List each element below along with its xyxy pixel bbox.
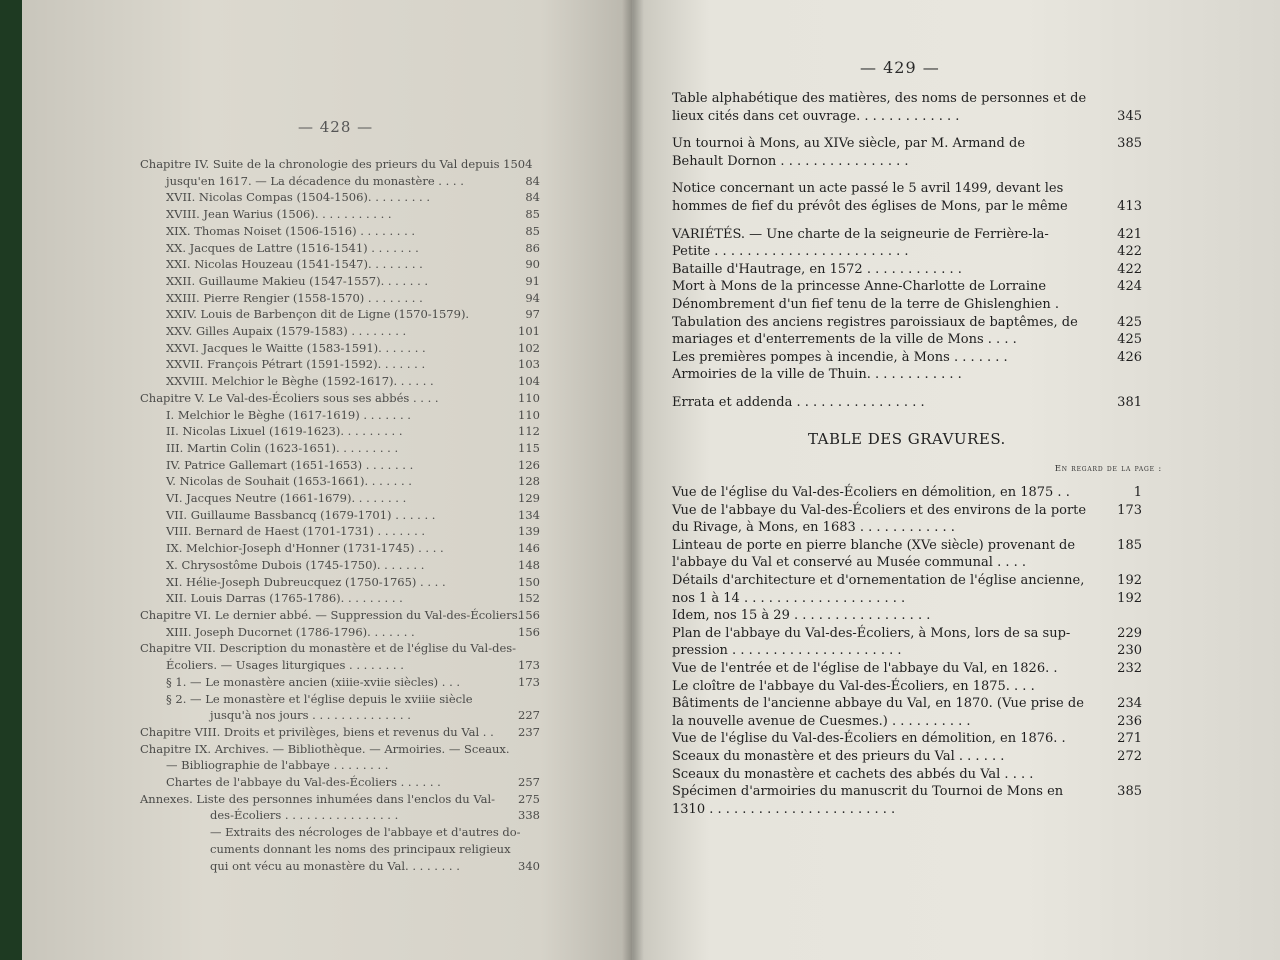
entry-title: XVII. Nicolas Compas (1504-1506). . . . . . . . . — [166, 190, 431, 205]
toc-entry — [140, 206, 540, 223]
entry-title: Chapitre VI. Le dernier abbé. — Suppression du Val-des-Écoliers. — [140, 607, 522, 622]
toc-entry — [140, 490, 540, 507]
toc-entry — [672, 198, 1142, 216]
entry-title: XXIII. Pierre Rengier (1558-1570) . . . . . . . . — [166, 290, 423, 305]
entry-title: XII. Louis Darras (1765-1786). . . . . . . . . — [166, 591, 403, 606]
entry-title: § 2. — Le monastère et l'église depuis le xviiie siècle — [166, 691, 473, 706]
book-gutter — [622, 0, 644, 960]
entry-page-number: 192 — [1117, 572, 1142, 588]
entry-page-number: 185 — [1117, 537, 1142, 553]
toc-entry — [672, 296, 1142, 314]
entry-page-number: 146 — [518, 541, 540, 556]
toc-entry — [140, 741, 540, 758]
entry-page-number: 422 — [1117, 261, 1142, 277]
entry-page-number: 115 — [518, 440, 540, 455]
entry-page-number: 156 — [518, 624, 540, 639]
entry-title: Vue de l'église du Val-des-Écoliers en démolition, en 1876. . — [672, 731, 1066, 747]
entry-title: VIII. Bernard de Haest (1701-1731) . . . . . . . — [166, 524, 426, 539]
entry-title: XX. Jacques de Lattre (1516-1541) . . . . . . . — [166, 240, 419, 255]
toc-entry — [140, 557, 540, 574]
entry-page-number: 413 — [1117, 198, 1142, 214]
table-of-plates — [672, 484, 1142, 818]
toc-entry — [672, 90, 1142, 108]
toc-entry — [140, 223, 540, 240]
toc-entry — [140, 774, 540, 791]
entry-title: Linteau de porte en pierre blanche (XVe siècle) provenant de — [672, 537, 1076, 553]
toc-entry — [672, 226, 1142, 244]
toc-entry — [672, 695, 1142, 713]
entry-title: pression . . . . . . . . . . . . . . . . . . . . . — [672, 643, 902, 659]
entry-page-number: 150 — [518, 574, 540, 589]
toc-entry — [140, 824, 540, 841]
entry-title: XXI. Nicolas Houzeau (1541-1547). . . . . . . . — [166, 257, 423, 272]
toc-entry — [140, 523, 540, 540]
entry-title: Chapitre IV. Suite de la chronologie des prieurs du Val depuis 1504 — [140, 157, 533, 171]
toc-entry — [140, 657, 540, 674]
entry-title: Armoiries de la ville de Thuin. . . . . . . . . . . . — [672, 367, 962, 383]
entry-title: XXV. Gilles Aupaix (1579-1583) . . . . . . . . — [166, 324, 407, 339]
entry-title: VARIÉTÉS. — Une charte de la seigneurie de Ferrière-la- — [672, 226, 1049, 242]
entry-title: IX. Melchior-Joseph d'Honner (1731-1745) . . . . — [166, 541, 444, 556]
toc-entry — [672, 243, 1142, 261]
entry-page-number: 340 — [518, 858, 540, 873]
entry-title: jusqu'en 1617. — La décadence du monastère . . . . — [166, 173, 464, 188]
toc-entry — [672, 502, 1142, 520]
entry-title: Dénombrement d'un fief tenu de la terre de Ghislenghien . — [672, 296, 1059, 312]
toc-entry — [140, 540, 540, 557]
entry-page-number: 94 — [525, 290, 540, 305]
entry-title: — Extraits des nécrologes de l'abbaye et d'autres do- — [210, 825, 521, 840]
entry-page-number: 381 — [1117, 394, 1142, 410]
entry-page-number: 421 — [1117, 226, 1142, 242]
entry-page-number: 271 — [1117, 731, 1142, 747]
toc-entry — [672, 766, 1142, 784]
entry-title: VI. Jacques Neutre (1661-1679). . . . . . . . — [166, 491, 407, 506]
entry-page-number: 102 — [518, 340, 540, 355]
page-number: — 428 — — [298, 118, 374, 136]
entry-title: des-Écoliers . . . . . . . . . . . . . . . . — [210, 808, 399, 823]
entry-title: Notice concernant un acte passé le 5 avril 1499, devant les — [672, 181, 1064, 197]
entry-title: XXVI. Jacques le Waitte (1583-1591). . . . . . . — [166, 340, 426, 355]
toc-entry — [672, 180, 1142, 198]
entry-page-number: 85 — [525, 223, 540, 238]
entry-title: l'abbaye du Val et conservé au Musée communal . . . . — [672, 555, 1026, 571]
entry-page-number: 1 — [1133, 485, 1142, 500]
right-page — [632, 0, 1280, 960]
entry-title: Mort à Mons de la princesse Anne-Charlotte de Lorraine — [672, 279, 1047, 295]
entry-title: XI. Hélie-Joseph Dubreucquez (1750-1765) . . . . — [166, 574, 446, 589]
entry-title: Bataille d'Hautrage, en 1572 . . . . . . . . . . . . — [672, 261, 962, 277]
toc-entry — [140, 841, 540, 858]
entry-title: I. Melchior le Bèghe (1617-1619) . . . . . . . — [166, 407, 411, 422]
entry-title: la nouvelle avenue de Cuesmes.) . . . . . . . . . . — [672, 713, 971, 729]
toc-entry — [672, 713, 1142, 731]
entry-page-number: 156 — [518, 607, 540, 622]
entry-title: Behault Dornon . . . . . . . . . . . . . . . . — [672, 153, 909, 169]
entry-page-number: 126 — [518, 457, 540, 472]
entry-title: Sceaux du monastère et des prieurs du Val . . . . . . — [672, 748, 1005, 764]
entry-page-number: 173 — [518, 658, 540, 673]
toc-entry — [672, 678, 1142, 696]
entry-title: Chapitre V. Le Val-des-Écoliers sous ses abbés . . . . — [140, 390, 439, 405]
entry-title: XVIII. Jean Warius (1506). . . . . . . . . . . — [166, 207, 392, 222]
toc-entry — [140, 340, 540, 357]
entry-page-number: 91 — [525, 273, 540, 288]
toc-entry — [140, 691, 540, 708]
toc-entry — [672, 590, 1142, 608]
entry-title: X. Chrysostôme Dubois (1745-1750). . . . . . . — [166, 557, 425, 572]
entry-title: Errata et addenda . . . . . . . . . . . . . . . . — [672, 394, 925, 410]
entry-title: Chapitre VIII. Droits et privilèges, biens et revenus du Val . . — [140, 724, 494, 739]
entry-gap — [672, 125, 1142, 135]
toc-entry — [672, 607, 1142, 625]
toc-entry — [140, 640, 540, 657]
entry-title: XXVIII. Melchior le Bèghe (1592-1617). . . . . . — [166, 374, 434, 389]
entry-title: Détails d'architecture et d'ornementation de l'église ancienne, — [672, 572, 1085, 588]
toc-entry — [140, 373, 540, 390]
toc-entry — [140, 390, 540, 407]
toc-entry — [672, 730, 1142, 748]
entry-title: XXIV. Louis de Barbençon dit de Ligne (1570-1579). — [166, 307, 470, 322]
entry-title: Sceaux du monastère et cachets des abbés du Val . . . . — [672, 766, 1034, 782]
entry-page-number: 227 — [518, 708, 540, 723]
entry-page-number: 422 — [1117, 244, 1142, 260]
toc-entry — [140, 407, 540, 424]
page-number: — 429 — — [860, 58, 940, 77]
entry-title: Écoliers. — Usages liturgiques . . . . . . . . — [166, 658, 404, 673]
toc-entry — [672, 135, 1142, 153]
entry-page-number: 84 — [525, 173, 540, 188]
toc-entry — [672, 261, 1142, 279]
toc-entry — [672, 783, 1142, 801]
toc-entry — [672, 366, 1142, 384]
entry-page-number: 110 — [518, 407, 540, 422]
left-page — [22, 0, 632, 960]
toc-entry — [672, 278, 1142, 296]
entry-title: Vue de l'abbaye du Val-des-Écoliers et des environs de la porte — [672, 502, 1087, 518]
entry-page-number: 86 — [525, 240, 540, 255]
toc-entry — [672, 153, 1142, 171]
toc-entry — [140, 423, 540, 440]
entry-title: du Rivage, à Mons, en 1683 . . . . . . . . . . . . — [672, 520, 955, 536]
toc-entry — [672, 484, 1142, 502]
toc-entry — [140, 791, 540, 808]
toc-entry — [140, 290, 540, 307]
entry-title: qui ont vécu au monastère du Val. . . . . . . . — [210, 858, 460, 873]
plates-page-note: En regard de la page : — [1054, 464, 1162, 474]
entry-title: mariages et d'enterrements de la ville de Mons . . . . — [672, 332, 1017, 348]
toc-entry — [140, 457, 540, 474]
entry-page-number: 338 — [518, 808, 540, 823]
entry-page-number: 110 — [518, 390, 540, 405]
entry-page-number: 134 — [518, 507, 540, 522]
entry-page-number: 385 — [1117, 784, 1142, 800]
entry-title: XIII. Joseph Ducornet (1786-1796). . . . . . . — [166, 624, 415, 639]
entry-page-number: 148 — [518, 557, 540, 572]
entry-page-number: 424 — [1117, 279, 1142, 295]
entry-page-number: 234 — [1117, 696, 1142, 712]
entry-title: V. Nicolas de Souhait (1653-1661). . . . . . . — [166, 474, 412, 489]
toc-entry — [140, 473, 540, 490]
entry-page-number: 192 — [1117, 590, 1142, 606]
entry-title: IV. Patrice Gallemart (1651-1653) . . . . . . . — [166, 457, 414, 472]
entry-page-number: 237 — [518, 724, 540, 739]
entry-title: lieux cités dans cet ouvrage. . . . . . . . . . . . . — [672, 108, 960, 124]
entry-title: XXII. Guillaume Makieu (1547-1557). . . . . . . — [166, 273, 429, 288]
entry-title: § 1. — Le monastère ancien (xiiie-xviie siècles) . . . — [166, 674, 461, 689]
entry-title: Spécimen d'armoiries du manuscrit du Tournoi de Mons en — [672, 784, 1064, 800]
toc-entry — [672, 554, 1142, 572]
entry-title: cuments donnant les noms des principaux religieux — [210, 841, 511, 856]
toc-entry — [672, 625, 1142, 643]
toc-entry — [672, 572, 1142, 590]
toc-entry — [140, 189, 540, 206]
entry-title: Tabulation des anciens registres paroissiaux de baptêmes, de — [672, 314, 1078, 330]
toc-entry — [140, 173, 540, 190]
entry-page-number: 128 — [518, 474, 540, 489]
entry-title: Annexes. Liste des personnes inhumées dans l'enclos du Val- — [140, 791, 496, 806]
toc-entry — [140, 507, 540, 524]
toc-entry — [140, 323, 540, 340]
toc-entry — [672, 537, 1142, 555]
entry-gap — [672, 170, 1142, 180]
entry-page-number: 97 — [525, 307, 540, 322]
entry-page-number: 230 — [1117, 643, 1142, 659]
entry-title: Vue de l'église du Val-des-Écoliers en démolition, en 1875 . . — [672, 485, 1070, 500]
toc-entry — [672, 331, 1142, 349]
entry-page-number: 173 — [1117, 502, 1142, 518]
entry-page-number: 345 — [1117, 108, 1142, 124]
toc-entry — [140, 240, 540, 257]
toc-entry — [140, 707, 540, 724]
toc-entry — [672, 108, 1142, 126]
toc-entry — [672, 314, 1142, 332]
entry-title: Chartes de l'abbaye du Val-des-Écoliers . . . . . . — [166, 775, 441, 790]
entry-title: nos 1 à 14 . . . . . . . . . . . . . . . . . . . . — [672, 590, 906, 606]
toc-entry — [140, 858, 540, 875]
entry-title: Les premières pompes à incendie, à Mons . . . . . . . — [672, 349, 1008, 365]
entry-page-number: 104 — [518, 374, 540, 389]
entry-page-number: 90 — [525, 257, 540, 272]
entry-page-number: 84 — [525, 190, 540, 205]
toc-entry — [140, 724, 540, 741]
entry-page-number: 385 — [1117, 136, 1142, 152]
entry-page-number: 152 — [518, 591, 540, 606]
entry-page-number: 112 — [518, 424, 540, 439]
toc-entry — [140, 757, 540, 774]
entry-title: hommes de fief du prévôt des églises de Mons, par le même — [672, 198, 1068, 214]
entry-page-number: 232 — [1117, 660, 1142, 676]
entry-gap — [672, 384, 1142, 394]
entry-title: jusqu'à nos jours . . . . . . . . . . . . . . — [210, 708, 411, 723]
entry-page-number: 425 — [1117, 314, 1142, 330]
toc-entry — [672, 801, 1142, 819]
entry-title: 1310 . . . . . . . . . . . . . . . . . . . . . . . — [672, 801, 896, 817]
entry-title: Idem, nos 15 à 29 . . . . . . . . . . . . . . . . . — [672, 608, 931, 624]
toc-entry — [672, 394, 1142, 412]
entry-title: III. Martin Colin (1623-1651). . . . . . . . . — [166, 440, 399, 455]
entry-title: XXVII. François Pétrart (1591-1592). . . . . . . — [166, 357, 426, 372]
table-of-contents-right — [672, 90, 1142, 412]
toc-entry — [140, 356, 540, 373]
entry-title: Plan de l'abbaye du Val-des-Écoliers, à Mons, lors de sa sup- — [672, 625, 1071, 641]
entry-title: — Bibliographie de l'abbaye . . . . . . . . — [166, 758, 389, 773]
entry-title: Bâtiments de l'ancienne abbaye du Val, en 1870. (Vue prise de — [672, 696, 1084, 712]
plates-heading: TABLE DES GRAVURES. — [808, 430, 1006, 448]
entry-page-number: 236 — [1117, 713, 1142, 729]
entry-title: XIX. Thomas Noiset (1506-1516) . . . . . . . . — [166, 223, 416, 238]
entry-page-number: 85 — [525, 207, 540, 222]
toc-entry — [672, 642, 1142, 660]
entry-title: Vue de l'entrée et de l'église de l'abbaye du Val, en 1826. . — [672, 660, 1058, 676]
toc-entry — [672, 519, 1142, 537]
toc-entry — [140, 156, 540, 173]
toc-entry — [140, 624, 540, 641]
entry-page-number: 129 — [518, 491, 540, 506]
entry-title: Chapitre VII. Description du monastère et de l'église du Val-des- — [140, 641, 517, 656]
entry-title: VII. Guillaume Bassbancq (1679-1701) . . . . . . — [166, 507, 436, 522]
toc-entry — [140, 574, 540, 591]
toc-entry — [140, 440, 540, 457]
entry-gap — [672, 216, 1142, 226]
toc-entry — [140, 807, 540, 824]
entry-page-number: 101 — [518, 324, 540, 339]
entry-title: Le cloître de l'abbaye du Val-des-Écoliers, en 1875. . . . — [672, 678, 1035, 694]
entry-page-number: 275 — [518, 791, 540, 806]
toc-entry — [140, 674, 540, 691]
toc-entry — [140, 607, 540, 624]
toc-entry — [672, 748, 1142, 766]
table-of-contents-left — [140, 156, 540, 874]
toc-entry — [140, 306, 540, 323]
entry-page-number: 257 — [518, 775, 540, 790]
entry-page-number: 229 — [1117, 625, 1142, 641]
toc-entry — [672, 349, 1142, 367]
toc-entry — [140, 590, 540, 607]
entry-page-number: 426 — [1117, 349, 1142, 365]
entry-page-number: 272 — [1117, 748, 1142, 764]
toc-entry — [672, 660, 1142, 678]
entry-page-number: 139 — [518, 524, 540, 539]
toc-entry — [140, 273, 540, 290]
entry-title: II. Nicolas Lixuel (1619-1623). . . . . . . . . — [166, 424, 403, 439]
entry-title: Un tournoi à Mons, au XIVe siècle, par M. Armand de — [672, 136, 1026, 152]
entry-title: Petite . . . . . . . . . . . . . . . . . . . . . . . . — [672, 244, 909, 260]
entry-page-number: 103 — [518, 357, 540, 372]
toc-entry — [140, 256, 540, 273]
entry-page-number: 173 — [518, 674, 540, 689]
entry-title: Table alphabétique des matières, des noms de personnes et de — [672, 91, 1087, 106]
entry-title: Chapitre IX. Archives. — Bibliothèque. — Armoiries. — Sceaux. — [140, 741, 510, 756]
entry-page-number: 425 — [1117, 332, 1142, 348]
